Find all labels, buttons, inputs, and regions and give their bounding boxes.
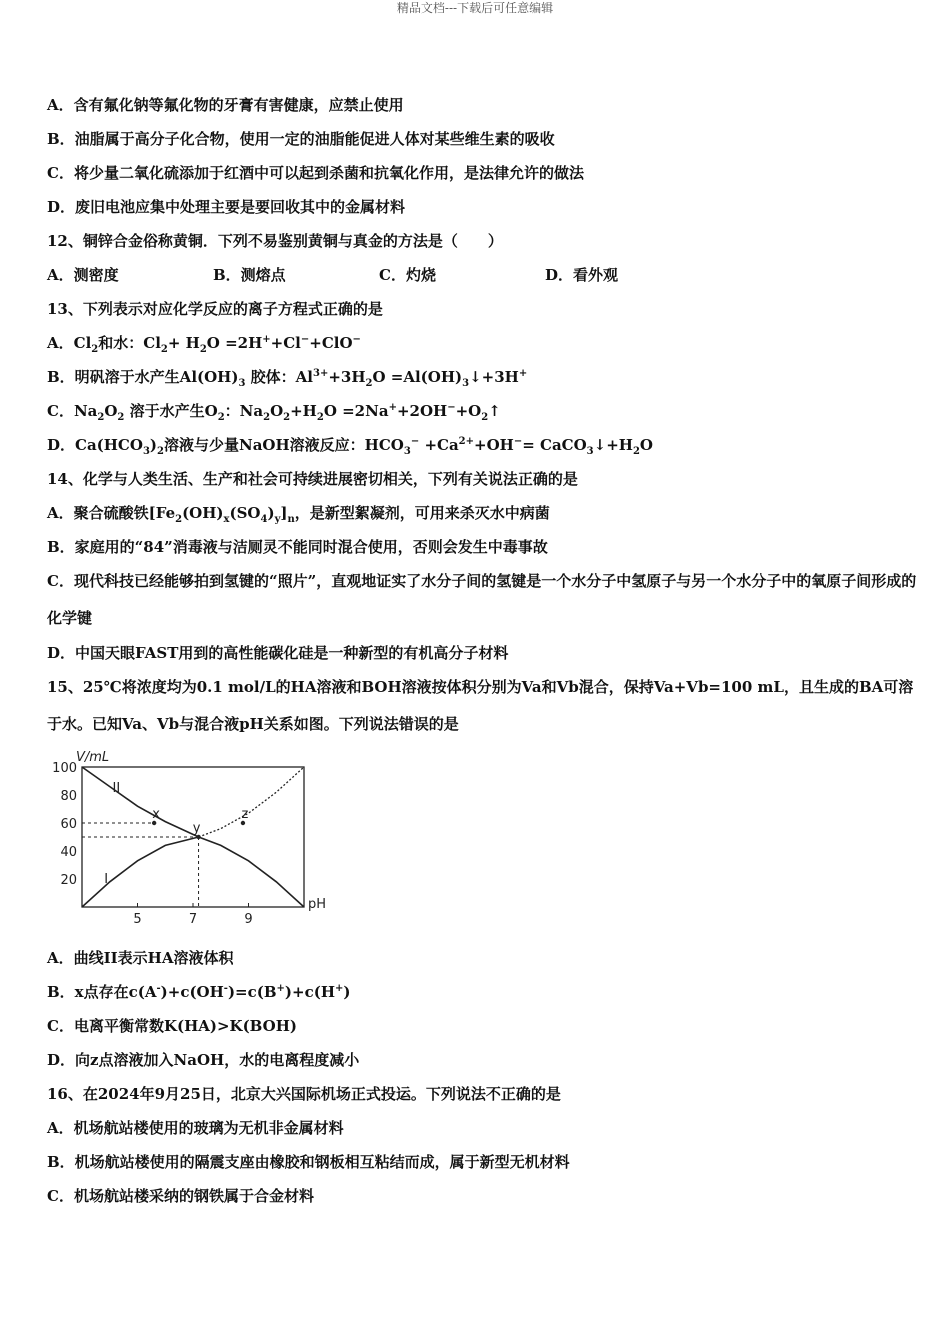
x-axis-label: pH [308,897,327,912]
y-axis-label: V/mL [76,750,110,765]
series-ii-label: II [112,781,121,797]
series-i-line-solid [82,837,199,907]
series-i-line-dashed [199,767,304,837]
q12-stem: 12、铜锌合金俗称黄铜．下列不易鉴别黄铜与真金的方法是（ ） [47,232,503,250]
q16-option-c: C．机场航站楼采纳的钢铁属于合金材料 [47,1187,314,1205]
point-label-z: z [241,807,249,822]
q13-option-b: B．明矾溶于水产生$Al(OH)_3$ 胶体：$Al^{3+}+3H_2O$ $=Al(OH)_3↓+3H^+$ [47,368,528,389]
y-tick-label: 40 [60,845,77,860]
y-tick-label: 80 [60,789,77,804]
q16-stem: 16、在2024年9月25日，北京大兴国际机场正式投运。下列说法不正确的是 [47,1085,561,1103]
q11-option-c: C．将少量二氧化硫添加于红酒中可以起到杀菌和抗氧化作用，是法律允许的做法 [47,164,584,182]
q12-option-b: B．测熔点 [213,266,286,284]
q12-option-a: A．测密度 [47,266,119,284]
x-tick-label: 9 [244,912,253,927]
q14-option-c: C．现代科技已经能够拍到氢键的“照片”，直观地证实了水分子间的氢键是一个水分子中氢原子与另一个水分子中的氧原子间形成的化学键 [47,572,917,627]
q13-option-d: D．$Ca(HCO_3)_2$溶液与少量NaOH溶液反应：$HCO_3^- +Ca^{2+}+OH^-=$ $CaCO_3↓+H_2O$ [47,436,653,457]
y-tick-label: 20 [60,873,77,888]
point-label-x: x [152,807,161,822]
q16-option-b: B．机场航站楼使用的隔震支座由橡胶和钢板相互粘结而成，属于新型无机材料 [47,1153,570,1171]
q14-option-a: A．聚合硫酸铁$[Fe_2(OH)_x(SO_4)_y]_n$，是新型絮凝剂，可用来杀灭水中病菌 [47,504,550,525]
q13-option-a: A．$Cl_2$和水：$Cl_2+ H_2O =2H^++Cl^-+ClO^-$ [47,334,361,355]
q15-option-b: B．x点存在c(A-)+c(OH-)=c(B+)+c(H+) [47,983,351,1001]
q14-stem: 14、化学与人类生活、生产和社会可持续进展密切相关，下列有关说法正确的是 [47,470,578,488]
q13-option-c: C．$Na_2O_2$ 溶于水产生$O_2$：$Na_2O_2+H_2O$ $=2Na^++2OH^-+O_2↑$ [47,402,501,423]
page-header: 精品文档---下载后可任意编辑 [396,1,554,15]
y-tick-label: 60 [60,817,77,832]
q15-stem: 15、25℃将浓度均为0.1 mol/L的HA溶液和BOH溶液按体积分别为Va和Vb混合，保持Va+Vb=100 mL，且生成的BA可溶于水。已知Va、Vb与混合液pH关系如图。下列说法错误的是 [47,678,914,733]
y-tick-label: 100 [52,761,77,776]
q12-options [47,265,917,285]
x-tick-label: 5 [133,912,142,927]
q12-option-d: D．看外观 [545,266,619,284]
q15-option-d: D．向z点溶液加入NaOH，水的电离程度减小 [47,1051,360,1069]
q11-option-d: D．废旧电池应集中处理主要是要回收其中的金属材料 [47,198,406,216]
series-i-label: I [104,872,109,888]
q16-option-a: A．机场航站楼使用的玻璃为无机非金属材料 [47,1119,344,1137]
document-body [47,95,917,1220]
x-tick-label: 7 [188,912,198,927]
chart-svg [47,747,347,932]
q14-option-d: D．中国天眼FAST用到的高性能碳化硅是一种新型的有机高分子材料 [47,644,509,662]
q14-option-b: B．家庭用的“84”消毒液与洁厕灵不能同时混合使用，否则会发生中毒事故 [47,538,548,556]
q11-option-a: A．含有氟化钠等氟化物的牙膏有害健康，应禁止使用 [47,96,404,114]
q12-option-c: C．灼烧 [379,266,436,284]
q11-option-b: B．油脂属于高分子化合物，使用一定的油脂能促进人体对某些维生素的吸收 [47,130,555,148]
point-label-y: y [192,821,201,836]
q15-option-a: A．曲线II表示HA溶液体积 [47,949,234,967]
q15-chart [47,747,347,932]
q15-option-c: C．电离平衡常数K(HA)>K(BOH) [47,1017,297,1035]
q13-stem: 13、下列表示对应化学反应的离子方程式正确的是 [47,300,383,318]
